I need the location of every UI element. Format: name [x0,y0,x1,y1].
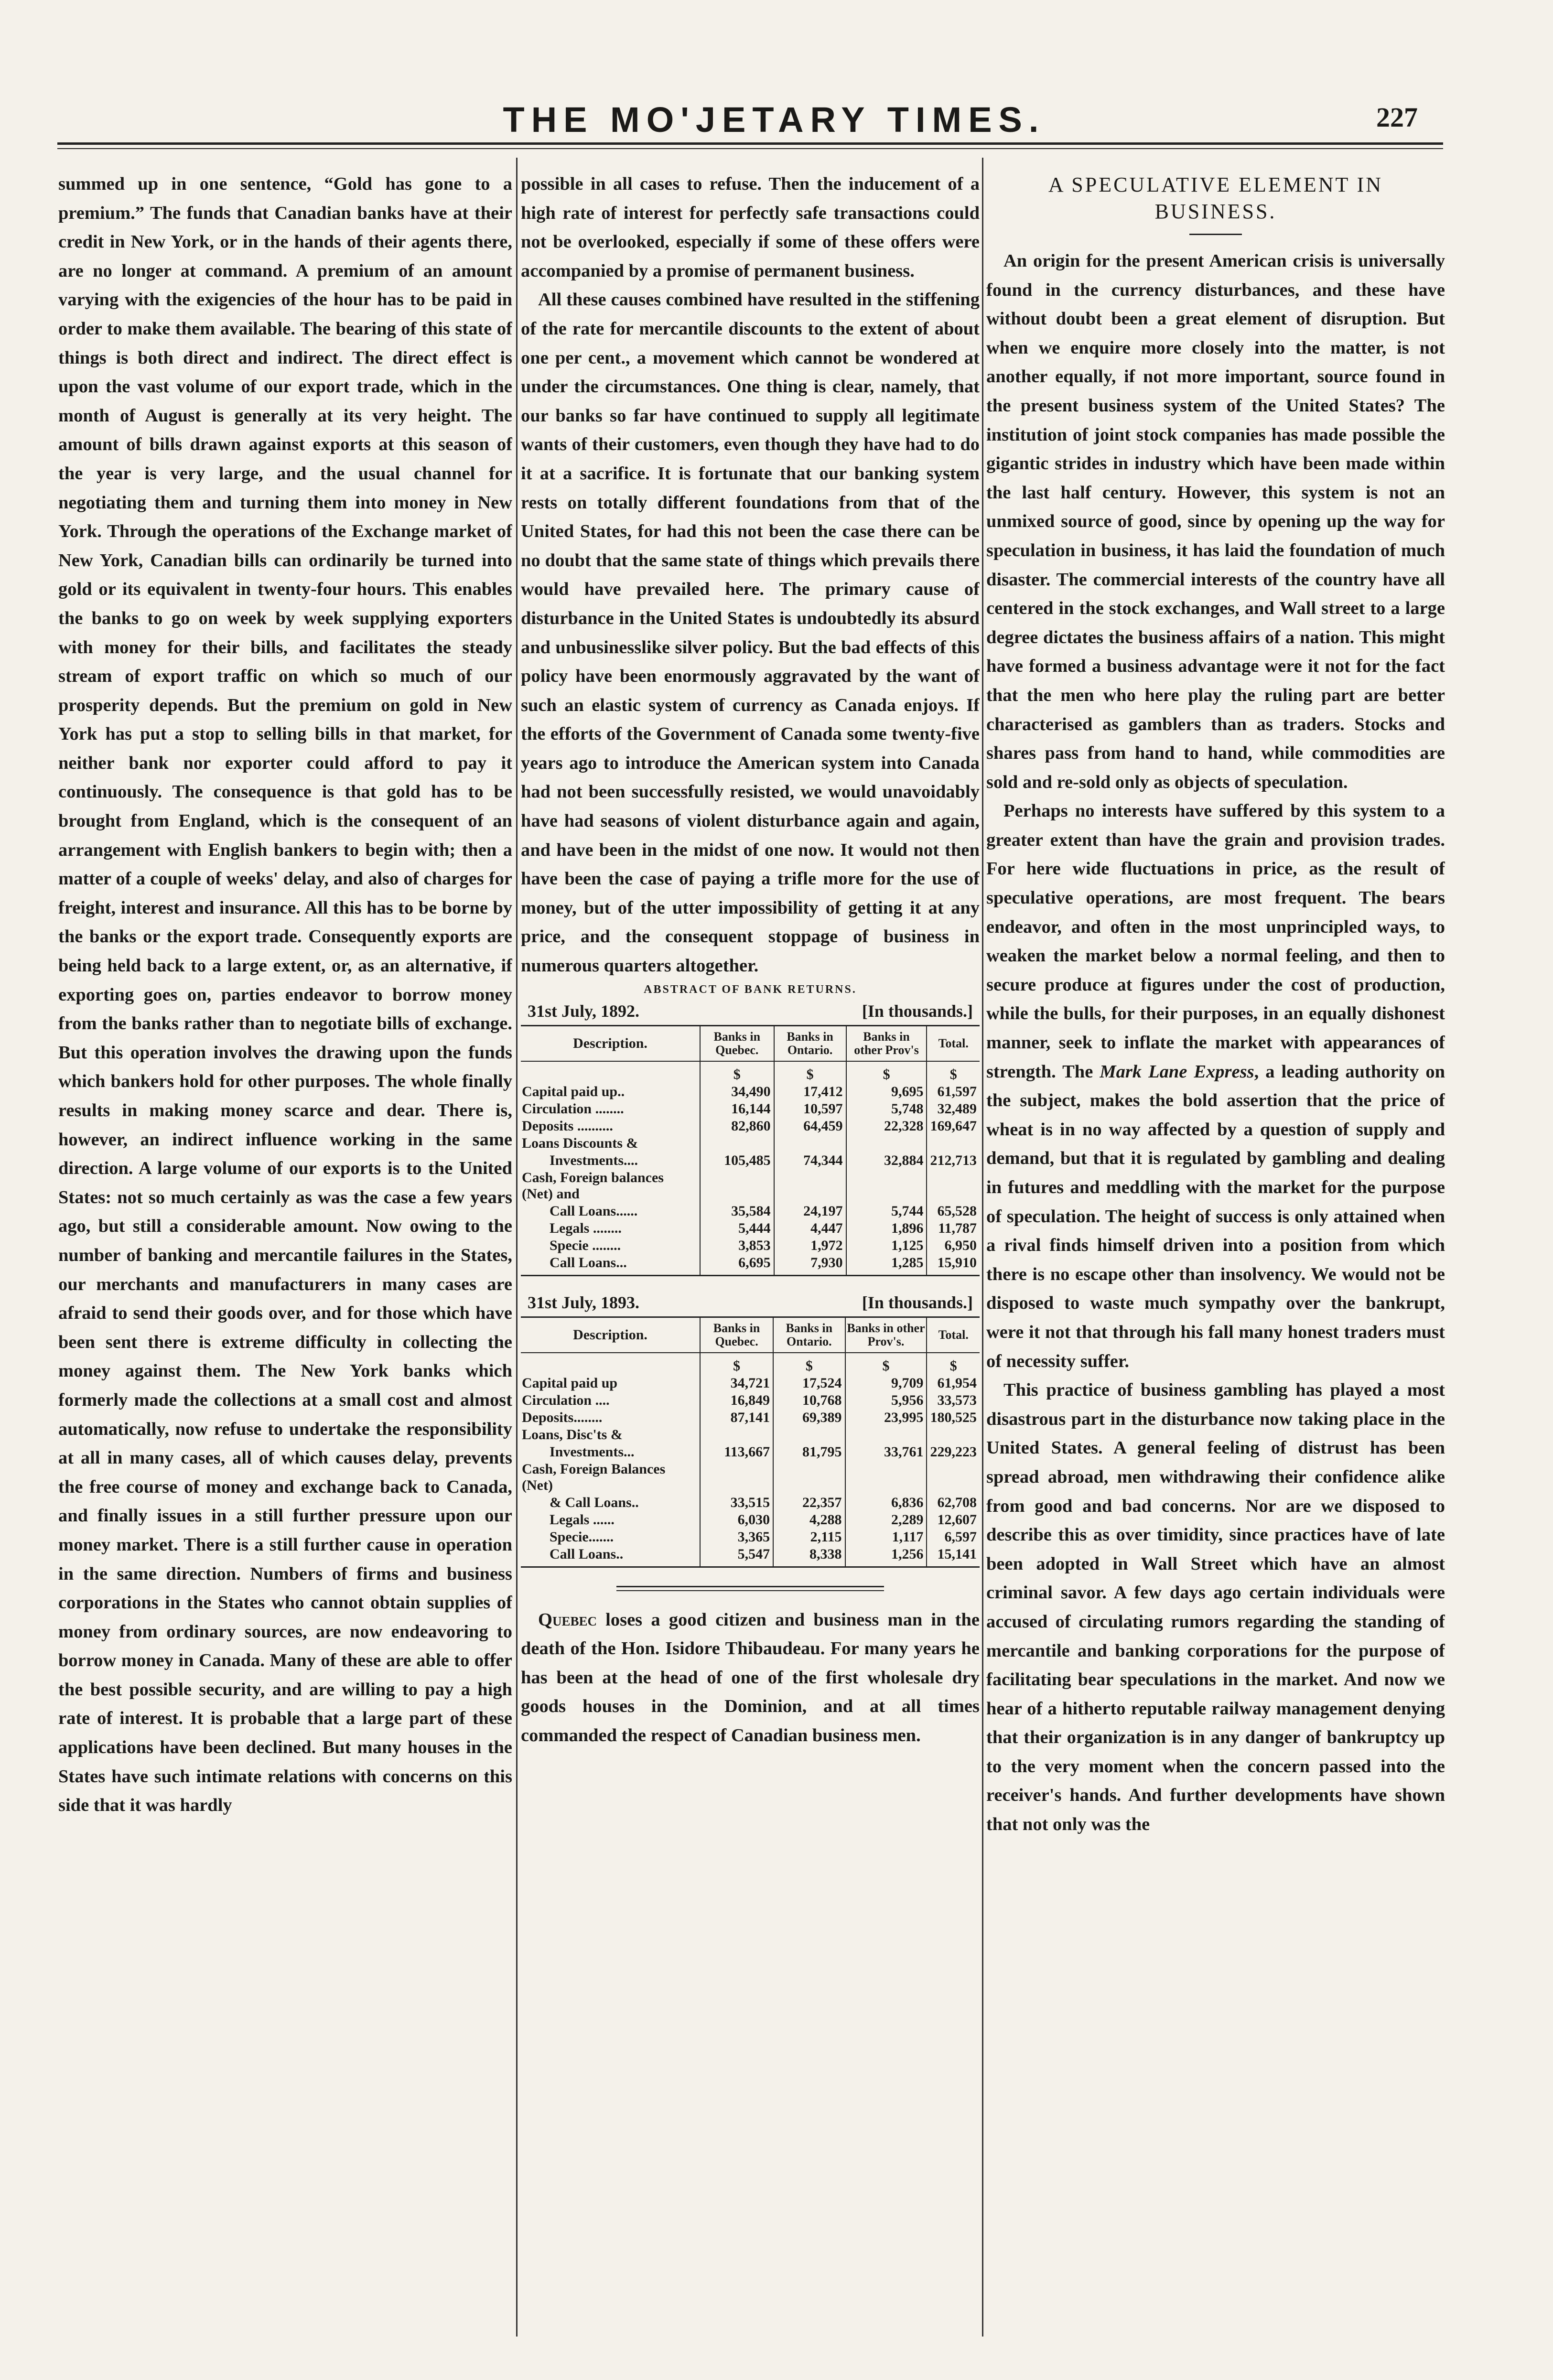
table-cell: 7,930 [774,1254,846,1276]
table-cell: 1,972 [774,1237,846,1254]
table-cell [773,1461,845,1494]
table-cell: Legals ........ [550,1220,622,1236]
section-rule-thin [616,1590,884,1591]
table-cell [927,1461,980,1494]
table-cell: 22,357 [773,1494,845,1511]
obituary-notice [521,1605,980,1750]
header-rule-thin [57,148,1443,149]
article-title: A SPECULATIVE ELEMENT IN BUSINESS. [1048,173,1383,223]
table-cell: 17,524 [773,1375,845,1392]
table-cell: 16,144 [700,1100,774,1118]
table-cell: Capital paid up.. [522,1083,625,1099]
bank-returns-table-1893 [521,1316,980,1568]
table-cell [846,1135,927,1152]
table-cell: 33,515 [700,1494,773,1511]
table-cell: 113,667 [700,1443,773,1461]
table-cell: 11,787 [927,1220,980,1237]
table-row [521,1254,980,1276]
table-cell: 6,030 [700,1511,773,1529]
table-cell: 62,708 [927,1494,980,1511]
table-cell [773,1426,845,1443]
table-cell [700,1169,774,1203]
table-cell: Call Loans.. [521,1546,700,1567]
table-row [521,1061,980,1083]
article-paragraph [986,797,1445,1376]
table-cell: 64,459 [774,1118,846,1135]
column-header: Banks in Ontario. [774,1025,846,1061]
table-cell: 105,485 [700,1152,774,1169]
article-paragraph: An origin for the present American crisis is universally found in the currency disturbances, and these have without doubt been a great element of disruption. But when we enquire more closely into the matter, is not another equally, if not more important, source found in the present business system of the United States? The institution of joint stock companies has made possible the gigantic strides in industry which have been made within the last half century. However, this system is not an unmixed source of good, since by opening up the way for speculation in business, it has laid the foundation of much disaster. The commercial interests of the country have all centered in the stock exchanges, and Wall street to a large degree dictates the business affairs of a nation. This might have formed a business advantage were it not for the fact that the men who here play the ruling part are better characterised as gamblers than as traders. Stocks and shares pass from hand to hand, while commodities are sold and re-sold only as objects of speculation. [986,251,1445,792]
table-1-unit: [In thousands.] [862,1001,973,1021]
table-cell: Circulation ........ [522,1100,624,1117]
table-cell: 3,853 [700,1237,774,1254]
table-header-row [521,1025,980,1061]
table-cell: 24,197 [774,1203,846,1220]
column-header: Banks in Quebec. [700,1025,774,1061]
table-cell [700,1426,773,1443]
table-row [521,1443,980,1461]
article-paragraph: possible in all cases to refuse. Then the inducement of a high rate of interest for perfectly safe transactions could not be overlooked, especially if some of these offers were accompanied by a promise of permanent business. [521,174,980,281]
table-cell [927,1426,980,1443]
table-cell: Specie ........ [550,1237,621,1253]
table-row [521,1375,980,1392]
column-1 [58,170,512,2339]
table-cell: 6,695 [700,1254,774,1276]
table-cell: 169,647 [927,1118,980,1135]
table-cell: 82,860 [700,1118,774,1135]
article-continuation-text: summed up in one sentence, “Gold has gone to a premium.” The funds that Canadian banks have at their credit in New York, or in the hands of their agents there, are no longer at command. A premium of an amount varying with the exigencies of the hour has to be paid in order to make them available. The bearing of this state of things is both direct and indirect. The direct effect is upon the vast volume of our export trade, which in the month of August is generally at its very height. The amount of bills drawn against exports at this season of the year is very large, and the usual channel for negotiating them and turning them into money in New York. Through the operations of the Exchange market of New York, Canadian bills can ordinarily be turned into gold or its equivalent in twenty-four hours. This enables the banks to go on week by week supplying exporters with money for their bills, and facilitates the steady stream of export traffic on which so much of our prosperity depends. But the premium on gold in New York has put a stop to selling bills in that market, for neither bank nor exporter could afford to pay it continuously. The consequence is that gold has to be brought from England, which is the consequent of an arrangement with English bankers to begin with; then a matter of a couple of weeks' delay, and also of charges for freight, interest and insurance. All this has to be borne by the banks or the export trade. Consequently exports are being held back to a large extent, or, as an alternative, if exporting goes on, parties endeavor to borrow money from the banks rather than to negotiate bills of exchange. But this operation involves the drawing upon the funds which bankers hold for other purposes. The whole finally results in making money scarce and dear. There is, however, an indirect influence working in the same direction. A large volume of our exports is to the United States: not so much certainly as was the case a few years ago, but still a considerable amount. Now owing to the number of banking and mercantile failures in the States, our merchants and manufacturers in many cases are afraid to send their goods over, and for those which have been sent there is extreme difficulty in collecting the money against them. The New York banks which formerly made the collections at a small cost and almost automatically, now refuse to undertake the responsibility at all in many cases, all of which causes delay, prevents the free course of money and exchange back to Canada, and finally issues in a still further pressure upon our money market. There is a still further cause in operation in the same direction. Numbers of firms and business corporations in the States who cannot obtain supplies of money from ordinary sources, are now endeavoring to borrow money in Canada. Many of these are able to offer the best possible security, and are willing to pay a high rate of interest. It is probable that a large part of these applications have been declined. But many houses in the States have such intimate relations with concerns on this side that it was hardly [58,174,512,1816]
table-cell: 5,748 [846,1100,927,1118]
table-row [521,1511,980,1529]
table-cell: 17,412 [774,1083,846,1100]
table-cell: Cash, Foreign balances (Net) and [522,1169,664,1202]
table-cell [774,1135,846,1152]
table-cell: 12,607 [927,1511,980,1529]
column-3 [986,170,1445,2339]
table-row [521,1461,980,1494]
table-row [521,1220,980,1237]
table-cell: 15,910 [927,1254,980,1276]
table-cell: 61,597 [927,1083,980,1100]
table-cell: 6,950 [927,1237,980,1254]
article-paragraph: This practice of business gambling has played a most disastrous part in the disturbance now taking place in the United States. A general feeling of distrust has been spread abroad, men withdrawing their confidence alike from good and bad concerns. Nor are we disposed to describe this as over timidity, since practices have of late been adopted in Wall Street which have an almost criminal savor. A few days ago certain individuals were accused of circulating rumors regarding the standing of mercantile and banking corporations for the purpose of facilitating bear speculations in the market. And now we hear of a hitherto reputable railway management denying that their organization is in any danger of bankruptcy up to the very moment when the concern passed into the receiver's hands. And further developments have shown that not only was the [986,1380,1445,1835]
table-cell: 1,117 [845,1529,927,1546]
table-cell: 2,289 [845,1511,927,1529]
table-cell: $ [773,1353,845,1375]
table-cell: 74,344 [774,1152,846,1169]
table-row [521,1426,980,1443]
column-header: Description. [521,1317,700,1353]
table-cell: 34,721 [700,1375,773,1392]
table-row [521,1152,980,1169]
table-row [521,1392,980,1409]
table-row [521,1353,980,1375]
table-cell: Specie....... [550,1529,614,1545]
table-cell: & Call Loans.. [550,1494,639,1510]
table-row [521,1409,980,1426]
table-row [521,1494,980,1511]
table-cell: Call Loans...... [550,1203,638,1219]
column-header: Total. [927,1317,980,1353]
column-2 [521,170,980,2339]
table-cell: 9,695 [846,1083,927,1100]
paragraph-text: , a leading authority on the subject, makes the bold assertion that the price of wheat is in no way affected by a question of supply and demand, but that it is regulated by gambling and dealing in futures and meddling with the market for the purpose of speculation. The height of success is only attained when a rival finds himself driven into a position from which there is no escape other than insolvency. We would not be disposed to waste much sympathy over the bankrupt, were it not that through his fall many honest traders must of necessity suffer. [986,1061,1445,1371]
table-cell: 8,338 [773,1546,845,1567]
table-cell: 1,285 [846,1254,927,1276]
column-header: Banks in other Prov's [846,1025,927,1061]
table-cell: 5,956 [845,1392,927,1409]
table-cell: $ [700,1353,773,1375]
table-cell: Deposits........ [522,1409,603,1425]
table-cell: 34,490 [700,1083,774,1100]
table-cell: $ [774,1061,846,1083]
table-cell: 87,141 [700,1409,773,1426]
table-cell: 229,223 [927,1443,980,1461]
table-cell: 33,761 [845,1443,927,1461]
table-cell: 33,573 [927,1392,980,1409]
table-cell: 69,389 [773,1409,845,1426]
table-cell [927,1169,980,1203]
table-cell: 32,489 [927,1100,980,1118]
column-header: Total. [927,1025,980,1061]
table-cell: Investments... [550,1443,635,1460]
bank-returns-table-1892 [521,1025,980,1276]
table-2-date: 31st July, 1893. [528,1292,640,1312]
table-cell: Loans Discounts & [522,1135,638,1151]
header-rule [57,142,1443,145]
table-cell: 6,597 [927,1529,980,1546]
table-cell: 16,849 [700,1392,773,1409]
table-cell: Call Loans... [521,1254,700,1276]
table-cell: Circulation .... [522,1392,610,1408]
table-row [521,1546,980,1567]
table-cell: $ [927,1353,980,1375]
column-header: Banks in other Prov's. [845,1317,927,1353]
table-cell [774,1169,846,1203]
table-cell [521,1353,700,1375]
table-cell: 15,141 [927,1546,980,1567]
table-cell: 61,954 [927,1375,980,1392]
table-cell: 1,896 [846,1220,927,1237]
table-cell: 32,884 [846,1152,927,1169]
table-cell: 4,288 [773,1511,845,1529]
page-number: 227 [1376,102,1418,133]
masthead-title: THE MO'JETARY TIMES. [503,100,1046,140]
table-row [521,1118,980,1135]
table-cell: 4,447 [774,1220,846,1237]
table-cell [700,1135,774,1152]
table-cell: 1,125 [846,1237,927,1254]
table-row [521,1203,980,1220]
table-row [521,1169,980,1203]
abstract-title: ABSTRACT OF BANK RETURNS. [644,983,857,996]
table-cell [521,1061,700,1083]
table-1-date: 31st July, 1892. [528,1001,640,1021]
table-cell: 10,768 [773,1392,845,1409]
table-cell: 1,256 [845,1546,927,1567]
table-cell: 180,525 [927,1409,980,1426]
table-cell: 5,444 [700,1220,774,1237]
table-cell: 65,528 [927,1203,980,1220]
table-cell: Cash, Foreign Balances (Net) [522,1461,666,1493]
column-header: Banks in Ontario. [773,1317,845,1353]
table-row [521,1100,980,1118]
table-cell: 9,709 [845,1375,927,1392]
table-1-heading [528,1001,973,1021]
table-cell [846,1169,927,1203]
section-rule [616,1586,884,1587]
table-cell [845,1426,927,1443]
column-divider-2 [982,158,983,2337]
table-row [521,1083,980,1100]
publication-name: Mark Lane Express [1100,1061,1254,1082]
table-cell: $ [845,1353,927,1375]
table-cell: Loans, Disc'ts & [522,1426,623,1443]
table-cell: $ [700,1061,774,1083]
table-cell [927,1135,980,1152]
table-cell: Deposits .......... [522,1118,613,1134]
table-cell: 3,365 [700,1529,773,1546]
table-cell: Investments.... [550,1152,638,1168]
table-header-row [521,1317,980,1353]
article-paragraph: All these causes combined have resulted in the stiffening of the rate for mercantile discounts to the extent of about one per cent., a movement which cannot be wondered at under the circumstances. One thing is clear, namely, that our banks so far have continued to supply all legitimate wants of their customers, even though they have had to do it at a sacrifice. It is fortunate that our banking system rests on totally different foundations from that of the United States, for had this not been the case there can be no doubt that the same state of things which prevails there would have prevailed here. The primary cause of disturbance in the United States is undoubtedly its absurd and unbusinesslike silver policy. But the bad effects of this policy have been enormously aggravated by the want of such an elastic system of currency as Canada enjoys. If the efforts of the Government of Canada some twenty-five years ago to introduce the American system into Canada had not been successfully resisted, we would unavoidably have had seasons of violent disturbance again and again, and have been in the midst of one now. It would not then have been the case of paying a trifle more for the use of money, but of the utter impossibility of getting it at any price, and the consequent stoppage of business in numerous quarters altogether. [521,290,980,976]
title-rule [1189,234,1242,235]
table-row [521,1529,980,1546]
table-cell: Capital paid up [522,1375,618,1391]
table-cell: $ [846,1061,927,1083]
table-cell: 22,328 [846,1118,927,1135]
notice-text: loses a good citizen and business man in the death of the Hon. Isidore Thibaudeau. For many years he has been at the head of one of the first wholesale dry goods houses in the Dominion, and at all times commanded the respect of Canadian business men. [521,1609,980,1745]
table-2-heading [528,1292,973,1313]
column-header: Description. [521,1025,700,1061]
table-row [521,1237,980,1254]
page-header [0,0,1553,153]
table-cell: 81,795 [773,1443,845,1461]
table-row [521,1135,980,1152]
table-cell [845,1461,927,1494]
column-header: Banks in Quebec. [700,1317,773,1353]
table-cell: 35,584 [700,1203,774,1220]
notice-lead: Quebec [538,1609,597,1630]
column-divider-1 [516,158,518,2337]
table-cell: 212,713 [927,1152,980,1169]
table-cell [700,1461,773,1494]
table-cell: 6,836 [845,1494,927,1511]
table-cell: 2,115 [773,1529,845,1546]
table-2-unit: [In thousands.] [862,1292,973,1312]
table-cell: 10,597 [774,1100,846,1118]
table-cell: 5,744 [846,1203,927,1220]
table-cell: 23,995 [845,1409,927,1426]
table-cell: Legals ...... [550,1511,615,1528]
table-cell: $ [927,1061,980,1083]
table-cell: 5,547 [700,1546,773,1567]
paragraph-text: Perhaps no interests have suffered by this system to a greater extent than have the grain and provision trades. For here wide fluctuations in price, as the result of speculative operations, are most frequent. The bears endeavor, and often in the most unprincipled ways, to weaken the market below a normal feeling, and then to secure produce at figures under the cost of production, while the bulls, for their purposes, in an equally dishonest manner, seek to inflate the market with appearances of strength. The [986,801,1445,1082]
